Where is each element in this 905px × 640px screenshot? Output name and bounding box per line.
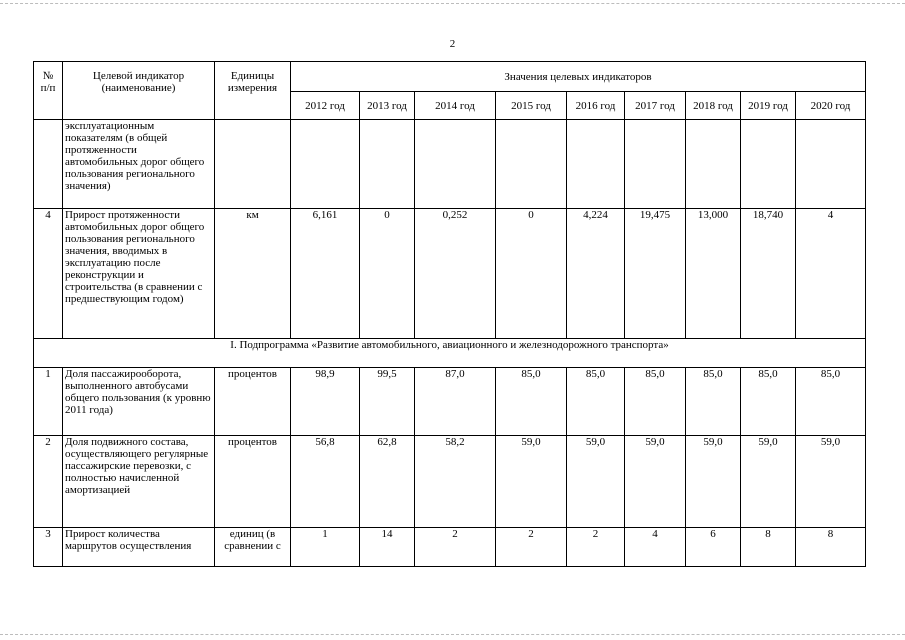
row-value bbox=[415, 120, 496, 209]
row-value bbox=[360, 120, 415, 209]
row-value: 99,5 bbox=[360, 368, 415, 436]
header-year: 2020 год bbox=[796, 92, 866, 120]
subprogram-title: I. Подпрограмма «Развитие автомобильного, авиационного и железнодорожного транспорта» bbox=[34, 339, 866, 368]
row-value: 85,0 bbox=[741, 368, 796, 436]
row-value bbox=[741, 120, 796, 209]
table-row-continued bbox=[34, 120, 866, 209]
header-unit: Единицы измерения bbox=[215, 62, 291, 120]
row-value: 2 bbox=[567, 528, 625, 567]
header-year: 2012 год bbox=[291, 92, 360, 120]
header-year: 2019 год bbox=[741, 92, 796, 120]
row-value bbox=[625, 120, 686, 209]
row-value bbox=[291, 120, 360, 209]
table-row bbox=[34, 436, 866, 528]
row-unit: единиц (в сравнении с bbox=[215, 528, 291, 567]
row-num: 2 bbox=[34, 436, 63, 528]
row-value: 62,8 bbox=[360, 436, 415, 528]
row-value: 1 bbox=[291, 528, 360, 567]
row-value: 85,0 bbox=[567, 368, 625, 436]
row-indicator: Прирост протяженности автомобильных дорог общего пользования регионального значения, вводимых в эксплуатацию после реконструкции и строительства (в сравнении с предшествующим годом) bbox=[63, 209, 215, 339]
row-value: 85,0 bbox=[796, 368, 866, 436]
header-year: 2017 год bbox=[625, 92, 686, 120]
row-value: 8 bbox=[741, 528, 796, 567]
row-indicator: эксплуатационным показателям (в общей протяженности автомобильных дорог общего пользования регионального значения) bbox=[63, 120, 215, 209]
row-value: 85,0 bbox=[686, 368, 741, 436]
row-value: 98,9 bbox=[291, 368, 360, 436]
row-unit: процентов bbox=[215, 436, 291, 528]
row-value: 85,0 bbox=[625, 368, 686, 436]
row-value: 59,0 bbox=[741, 436, 796, 528]
row-num: 4 bbox=[34, 209, 63, 339]
row-value: 6,161 bbox=[291, 209, 360, 339]
scan-border-top bbox=[0, 3, 905, 4]
scan-border-bottom bbox=[0, 634, 905, 635]
table-row bbox=[34, 528, 866, 567]
row-value: 0 bbox=[496, 209, 567, 339]
row-value: 13,000 bbox=[686, 209, 741, 339]
row-value: 2 bbox=[415, 528, 496, 567]
row-value: 4,224 bbox=[567, 209, 625, 339]
row-value: 56,8 bbox=[291, 436, 360, 528]
header-row-1 bbox=[34, 62, 866, 92]
row-value: 87,0 bbox=[415, 368, 496, 436]
row-value: 0 bbox=[360, 209, 415, 339]
row-value: 18,740 bbox=[741, 209, 796, 339]
row-value: 8 bbox=[796, 528, 866, 567]
row-unit: процентов bbox=[215, 368, 291, 436]
row-value: 0,252 bbox=[415, 209, 496, 339]
row-value: 2 bbox=[496, 528, 567, 567]
row-value bbox=[496, 120, 567, 209]
header-year: 2015 год bbox=[496, 92, 567, 120]
row-value: 59,0 bbox=[625, 436, 686, 528]
row-value: 4 bbox=[625, 528, 686, 567]
table-row-4 bbox=[34, 209, 866, 339]
row-indicator: Доля пассажирооборота, выполненного автобусами общего пользования (к уровню 2011 года) bbox=[63, 368, 215, 436]
row-value: 85,0 bbox=[496, 368, 567, 436]
row-value: 59,0 bbox=[796, 436, 866, 528]
row-num: 1 bbox=[34, 368, 63, 436]
row-value: 14 bbox=[360, 528, 415, 567]
row-value bbox=[567, 120, 625, 209]
table-row bbox=[34, 368, 866, 436]
row-indicator: Доля подвижного состава, осуществляющего регулярные пассажирские перевозки, с полностью начисленной амортизацией bbox=[63, 436, 215, 528]
header-year: 2014 год bbox=[415, 92, 496, 120]
header-year: 2016 год bbox=[567, 92, 625, 120]
row-value bbox=[686, 120, 741, 209]
row-value: 59,0 bbox=[496, 436, 567, 528]
header-values-group: Значения целевых индикаторов bbox=[291, 62, 866, 92]
row-value: 58,2 bbox=[415, 436, 496, 528]
header-num: № п/п bbox=[34, 62, 63, 120]
row-num bbox=[34, 120, 63, 209]
indicators-table bbox=[33, 61, 866, 567]
page-number: 2 bbox=[449, 38, 456, 50]
row-value bbox=[796, 120, 866, 209]
row-value: 6 bbox=[686, 528, 741, 567]
header-indicator: Целевой индикатор (наименование) bbox=[63, 62, 215, 120]
row-value: 19,475 bbox=[625, 209, 686, 339]
row-unit: км bbox=[215, 209, 291, 339]
subprogram-row bbox=[34, 339, 866, 368]
row-unit bbox=[215, 120, 291, 209]
header-year: 2018 год bbox=[686, 92, 741, 120]
row-value: 59,0 bbox=[686, 436, 741, 528]
row-value: 4 bbox=[796, 209, 866, 339]
row-value: 59,0 bbox=[567, 436, 625, 528]
row-indicator: Прирост количества маршрутов осуществления bbox=[63, 528, 215, 567]
row-num: 3 bbox=[34, 528, 63, 567]
header-year: 2013 год bbox=[360, 92, 415, 120]
